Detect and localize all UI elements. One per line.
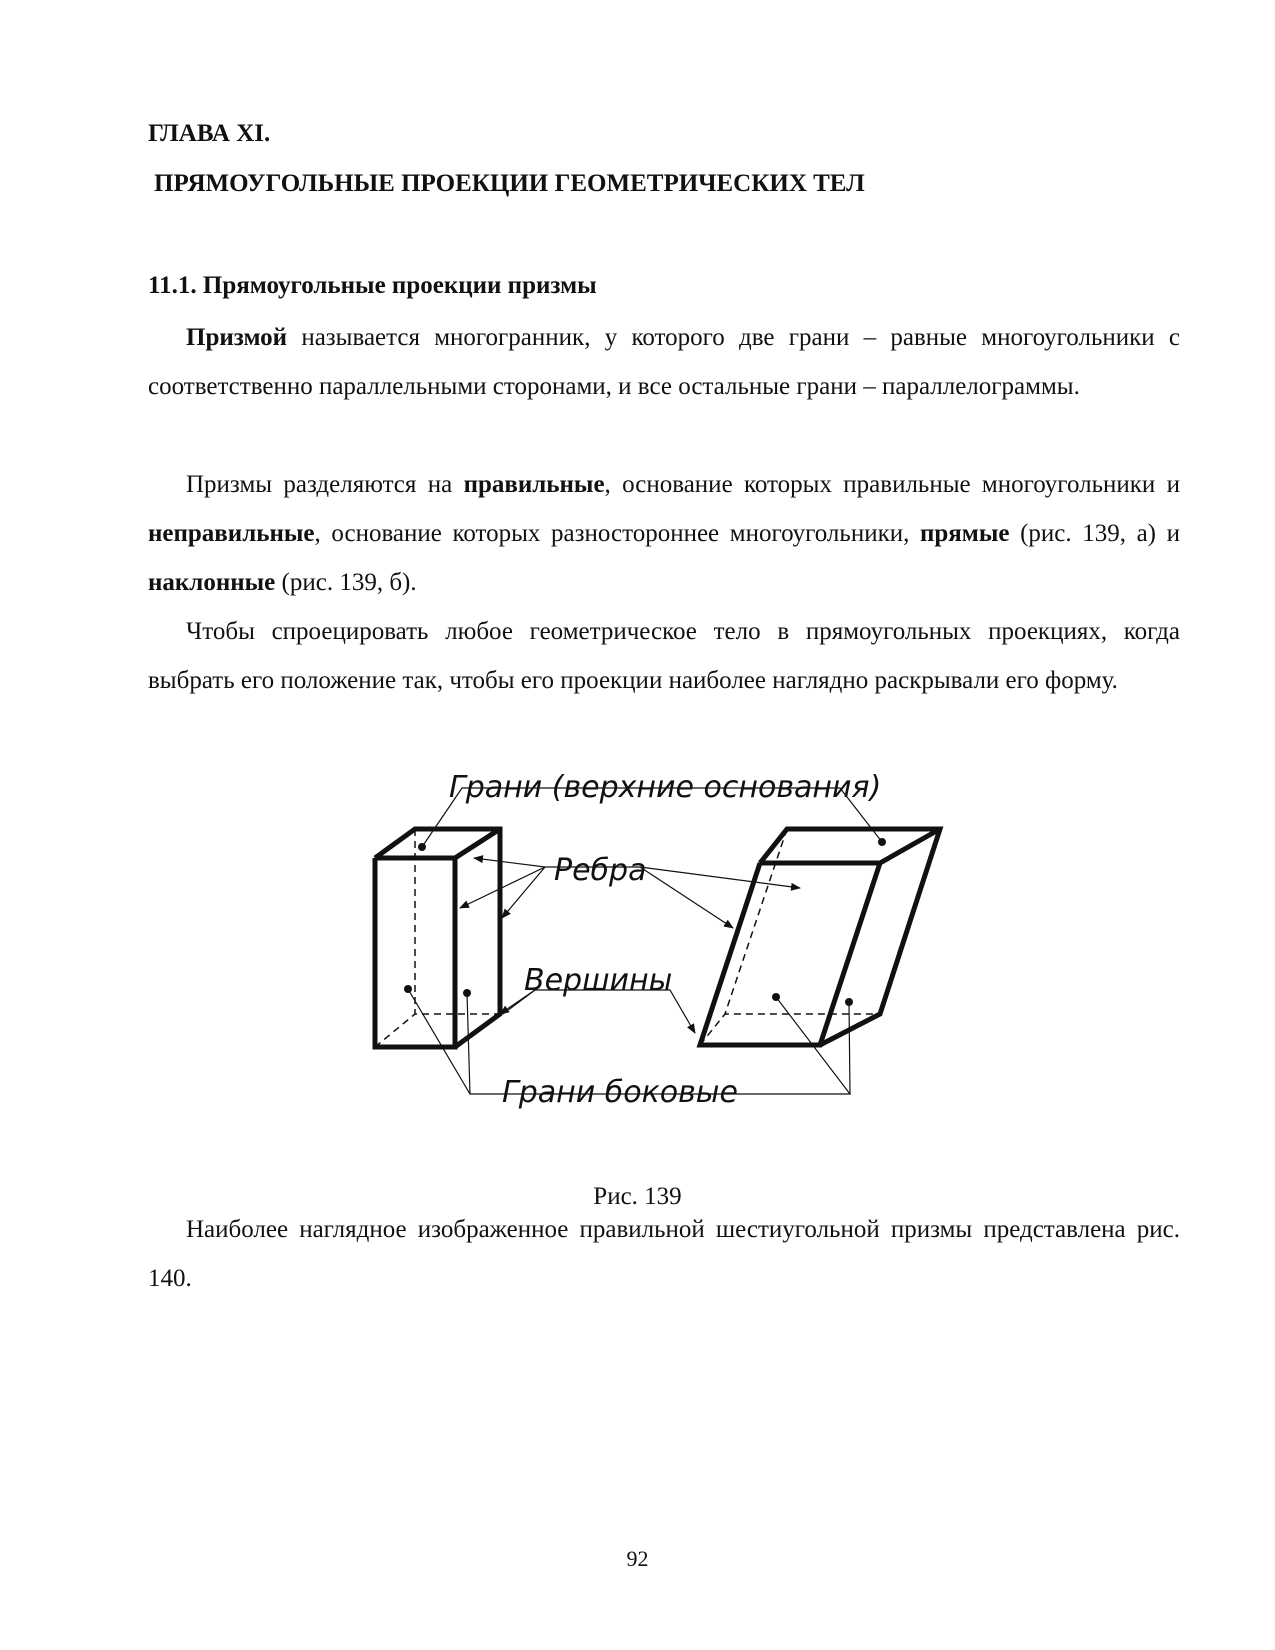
page-number: 92 (626, 1546, 649, 1571)
label-edges: Ребра (554, 853, 647, 888)
label-side-faces: Грани боковые (502, 1075, 738, 1110)
paragraph-text: Призмы разделяются на (186, 471, 464, 498)
chapter-number: ГЛАВА XI. (148, 120, 271, 147)
figure-prisms (340, 770, 1000, 1150)
paragraph-text: , основание которых разностороннее многоугольники, (314, 520, 920, 547)
chapter-title: ПРЯМОУГОЛЬНЫЕ ПРОЕКЦИИ ГЕОМЕТРИЧЕСКИХ ТЕЛ (154, 170, 865, 197)
right-prism-drawing (375, 829, 500, 1047)
label-top-faces: Грани (верхние основания) (449, 770, 882, 805)
paragraph-projection (148, 607, 1180, 705)
label-vertices: Вершины (524, 963, 673, 998)
paragraph-text: Наиболее наглядное изображенное правильной шестиугольной призмы представлена рис. 140. (148, 1216, 1180, 1292)
oblique-prism-drawing (700, 829, 940, 1045)
term-prism: Призмой (186, 324, 288, 351)
paragraph-hexagonal-prism (148, 1205, 1180, 1303)
term-oblique: наклонные (148, 569, 276, 596)
paragraph-text: называется многогранник, у которого две грани – равные многоугольники с соответственно параллельными сторонами, и все остальные грани – параллелограммы. (148, 324, 1180, 400)
paragraph-text: (рис. 139, а) и (1009, 520, 1180, 547)
paragraph-prism-types (148, 460, 1180, 607)
section-title: 11.1. Прямоугольные проекции призмы (148, 272, 597, 299)
leader-lines (408, 788, 882, 1094)
paragraph-text: Чтобы спроецировать любое геометрическое тело в прямоугольных проекциях, когда выбрать его положение так, чтобы его проекции наиболее наглядно раскрывали его форму. (148, 618, 1180, 694)
paragraph-text: (рис. 139, б). (275, 569, 417, 596)
term-regular: правильные (463, 471, 605, 498)
term-right: прямые (919, 520, 1010, 547)
paragraph-prism-definition (148, 313, 1180, 411)
paragraph-text: , основание которых правильные многоугольники и (604, 471, 1180, 498)
figure-caption: Рис. 139 (593, 1183, 682, 1210)
term-irregular: неправильные (148, 520, 315, 547)
